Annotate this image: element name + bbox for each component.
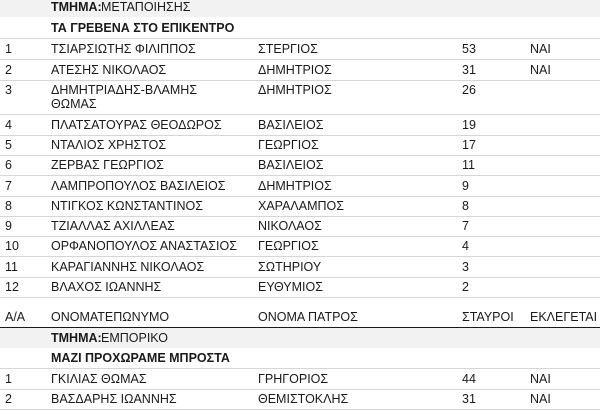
row-number: 10 xyxy=(5,239,19,253)
father-name: ΔΗΜΗΤΡΙΟΣ xyxy=(258,63,332,77)
father-name: ΓΡΗΓΟΡΙΟΣ xyxy=(258,372,329,386)
candidate-name: ΝΤΑΛΙΟΣ ΧΡΗΣΤΟΣ xyxy=(51,138,167,152)
table-row xyxy=(0,196,600,217)
section-header xyxy=(0,0,600,17)
elected: ΝΑΙ xyxy=(530,42,551,56)
candidate-name: ΒΑΣΔΑΡΗΣ ΙΩΑΝΝΗΣ xyxy=(51,392,177,406)
candidate-name: ΤΣΙΑΡΣΙΩΤΗΣ ΦΙΛΙΠΠΟΣ xyxy=(51,42,196,56)
row-number: 8 xyxy=(5,199,12,213)
father-name: ΔΗΜΗΤΡΙΟΣ xyxy=(258,83,332,97)
row-number: 6 xyxy=(5,158,12,172)
row-number: 4 xyxy=(5,118,12,132)
votes: 31 xyxy=(462,63,476,77)
table-row xyxy=(0,369,600,390)
votes: 9 xyxy=(462,179,469,193)
column-header-votes: ΣΤΑΥΡΟΙ xyxy=(462,310,514,324)
row-number: 3 xyxy=(5,83,12,97)
father-name: ΣΤΕΡΓΙΟΣ xyxy=(258,42,318,56)
row-number: 1 xyxy=(5,372,12,386)
table-row xyxy=(0,155,600,176)
list-name-row xyxy=(0,18,600,39)
votes: 2 xyxy=(462,280,469,294)
table-row xyxy=(0,176,600,197)
father-name: ΒΑΣΙΛΕΙΟΣ xyxy=(258,158,324,172)
column-header-num: Α/Α xyxy=(5,310,26,324)
row-number: 2 xyxy=(5,392,12,406)
table-row xyxy=(0,277,600,298)
table-row xyxy=(0,60,600,81)
row-number: 5 xyxy=(5,138,12,152)
votes: 19 xyxy=(462,118,476,132)
section-header xyxy=(0,328,600,348)
table-row xyxy=(0,115,600,136)
candidate-name: ΒΛΑΧΟΣ ΙΩΑΝΝΗΣ xyxy=(51,280,162,294)
column-header-row xyxy=(0,307,600,329)
table-row xyxy=(0,80,600,115)
candidate-name: ΛΑΜΠΡΟΠΟΥΛΟΣ ΒΑΣΙΛΕΙΟΣ xyxy=(51,179,226,193)
column-header-name: ΟΝΟΜΑΤΕΠΩΝΥΜΟ xyxy=(51,310,170,324)
father-name: ΔΗΜΗΤΡΙΟΣ xyxy=(258,179,332,193)
votes: 8 xyxy=(462,199,469,213)
votes: 11 xyxy=(462,158,475,172)
row-number: 1 xyxy=(5,42,12,56)
votes: 53 xyxy=(462,42,476,56)
candidate-name: ΔΗΜΗΤΡΙΑΔΗΣ-ΒΛΑΜΗΣ ΘΩΜΑΣ xyxy=(51,83,198,111)
candidate-name: ΝΤΙΓΚΟΣ ΚΩΝΣΤΑΝΤΙΝΟΣ xyxy=(51,199,203,213)
father-name: ΒΑΣΙΛΕΙΟΣ xyxy=(258,118,324,132)
father-name: ΝΙΚΟΛΑΟΣ xyxy=(258,219,322,233)
list-name-row xyxy=(0,348,600,369)
table-row xyxy=(0,389,600,410)
row-number: 12 xyxy=(5,280,19,294)
row-number: 7 xyxy=(5,179,12,193)
elected: ΝΑΙ xyxy=(530,63,551,77)
votes: 17 xyxy=(462,138,476,152)
section-value: ΕΜΠΟΡΙΚΟ xyxy=(101,331,168,345)
elected: ΝΑΙ xyxy=(530,392,551,406)
votes: 4 xyxy=(462,239,469,253)
father-name: ΓΕΩΡΓΙΟΣ xyxy=(258,138,319,152)
column-header-father: ΟΝΟΜΑ ΠΑΤΡΟΣ xyxy=(258,310,358,324)
section-value: ΜΕΤΑΠΟΙΗΣΗΣ xyxy=(101,0,191,14)
list-name: ΤΑ ΓΡΕΒΕΝΑ ΣΤΟ ΕΠΙΚΕΝΤΡΟ xyxy=(51,21,235,35)
elected: ΝΑΙ xyxy=(530,372,551,386)
section-label: ΤΜΗΜΑ: xyxy=(51,0,102,14)
candidate-name: ΟΡΦΑΝΟΠΟΥΛΟΣ ΑΝΑΣΤΑΣΙΟΣ xyxy=(51,239,237,253)
candidate-name: ΠΛΑΤΣΑΤΟΥΡΑΣ ΘΕΟΔΩΡΟΣ xyxy=(51,118,222,132)
father-name: ΕΥΘΥΜΙΟΣ xyxy=(258,280,323,294)
list-name: ΜΑΖΙ ΠΡΟΧΩΡΑΜΕ ΜΠΡΟΣΤΑ xyxy=(51,351,230,365)
candidate-name: ΤΖΙΑΛΛΑΣ ΑΧΙΛΛΕΑΣ xyxy=(51,219,175,233)
row-number: 2 xyxy=(5,63,12,77)
table-row xyxy=(0,135,600,156)
votes: 3 xyxy=(462,260,469,274)
candidate-name: ΑΤΕΣΗΣ ΝΙΚΟΛΑΟΣ xyxy=(51,63,167,77)
father-name: ΧΑΡΑΛΑΜΠΟΣ xyxy=(258,199,344,213)
father-name: ΓΕΩΡΓΙΟΣ xyxy=(258,239,319,253)
candidate-name: ΓΚΙΛΙΑΣ ΘΩΜΑΣ xyxy=(51,372,147,386)
row-number: 9 xyxy=(5,219,12,233)
table-row xyxy=(0,39,600,60)
father-name: ΣΩΤΗΡΙΟΥ xyxy=(258,260,322,274)
candidate-name: ΖΕΡΒΑΣ ΓΕΩΡΓΙΟΣ xyxy=(51,158,164,172)
candidate-name: ΚΑΡΑΓΙΑΝΝΗΣ ΝΙΚΟΛΑΟΣ xyxy=(51,260,205,274)
table-row xyxy=(0,216,600,237)
row-number: 11 xyxy=(5,260,18,274)
votes: 31 xyxy=(462,392,476,406)
father-name: ΘΕΜΙΣΤΟΚΛΗΣ xyxy=(258,392,349,406)
votes: 26 xyxy=(462,83,476,97)
section-label: ΤΜΗΜΑ: xyxy=(51,331,102,345)
votes: 44 xyxy=(462,372,476,386)
table-row xyxy=(0,257,600,278)
table-row xyxy=(0,236,600,257)
column-header-elected: ΕΚΛΕΓΕΤΑΙ xyxy=(530,310,598,324)
votes: 7 xyxy=(462,219,469,233)
